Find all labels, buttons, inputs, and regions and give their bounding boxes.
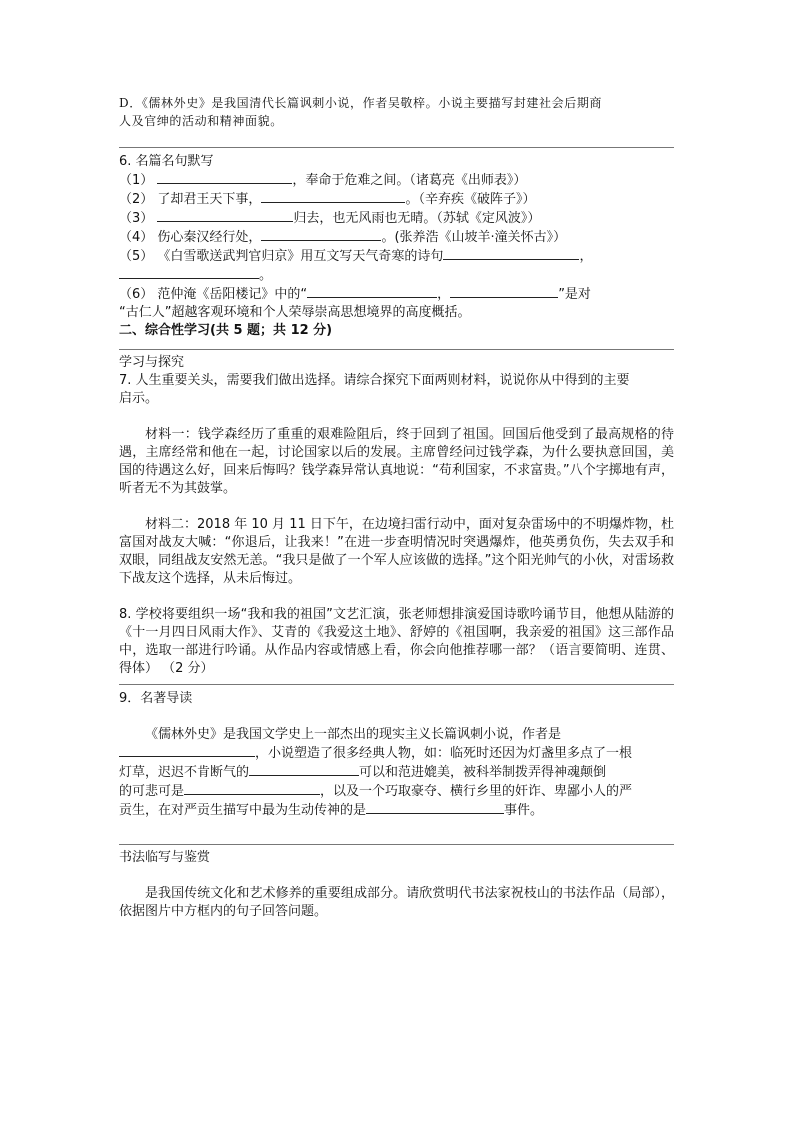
material-1: 材料一：钱学森经历了重重的艰难险阻后，终于回到了祖国。回国后他受到了最高规格的待遇，主席经常和他在一起，讨论国家以后的发展。主席曾经问过钱学森，为什么要执意回国，美国的待遇这么好，回来后悔吗？钱学森异常认真地说：“苟利国家，不求富贵。”八个字掷地有声，听者无不为其鼓掌。 bbox=[119, 427, 674, 496]
q6-item-after: ”是对 bbox=[558, 287, 591, 302]
q9-text: 贡生，在对严贡生描写中最为生动传神的是 bbox=[119, 803, 367, 818]
study-heading: 学习与探究 bbox=[119, 355, 185, 370]
q9-text: 事件。 bbox=[504, 803, 544, 818]
answer-blank[interactable] bbox=[119, 266, 259, 279]
q6-item-5-end: 。 bbox=[259, 268, 273, 283]
option-d-line1: D．《儒林外史》是我国清代长篇讽刺小说，作者吴敬梓。小说主要描写封建社会后期商 bbox=[119, 96, 603, 110]
q9-line2 bbox=[119, 744, 674, 763]
q6-item-before: 范仲淹《岳阳楼记》中的“ bbox=[157, 287, 308, 302]
q6-item-6 bbox=[119, 285, 674, 304]
answer-blank[interactable] bbox=[307, 285, 437, 298]
q9-text: ，小说塑造了很多经典人物，如：临死时还因为灯盏里多点了一根 bbox=[255, 746, 633, 761]
divider bbox=[119, 844, 674, 845]
q9-text: 《儒林外史》是我国文学史上一部杰出的现实主义长篇讽刺小说，作者是 bbox=[145, 727, 562, 742]
q6-item-after: ， bbox=[579, 249, 593, 264]
question-6-title: 6. 名篇名句默写 bbox=[119, 154, 214, 169]
answer-blank[interactable] bbox=[119, 744, 255, 757]
q9-line1 bbox=[119, 726, 674, 744]
q6-item-num: （5） bbox=[119, 249, 154, 264]
q6-item-num: （2） bbox=[119, 192, 154, 207]
q6-item-num: （1） bbox=[119, 173, 154, 188]
divider bbox=[119, 349, 674, 350]
q6-item-after: ，奉命于危难之间。（诸葛亮《出师表》） bbox=[292, 173, 527, 188]
q6-item-after: 。（辛弃疾《破阵子》） bbox=[405, 192, 536, 207]
answer-blank[interactable] bbox=[249, 763, 359, 776]
answer-blank[interactable] bbox=[157, 209, 293, 222]
answer-blank[interactable] bbox=[450, 285, 558, 298]
question-9-title: 9．名著导读 bbox=[119, 691, 193, 706]
answer-blank[interactable] bbox=[261, 190, 405, 203]
calligraphy-heading: 书法临写与鉴赏 bbox=[119, 850, 211, 865]
q9-line4 bbox=[119, 782, 674, 801]
document-page bbox=[119, 90, 674, 921]
question-9-body bbox=[119, 726, 674, 820]
answer-blank[interactable] bbox=[366, 801, 504, 814]
q6-item-2 bbox=[119, 190, 674, 209]
question-8: 8. 学校将要组织一场“我和我的祖国”文艺汇演，张老师想排演爱国诗歌吟诵节目，他想从陆游的《十一月四日风雨大作》、艾青的《我爱这土地》、舒婷的《祖国啊，我亲爱的祖国》这三部作品中，选取一部进行吟诵。从作品内容或情感上看，你会向他推荐哪一部？（语言要简明、连贯、得体） （2 分） bbox=[119, 607, 674, 676]
divider bbox=[119, 684, 674, 685]
q6-item-4 bbox=[119, 228, 674, 247]
q6-item-before: 伤心秦汉经行处， bbox=[157, 230, 262, 245]
answer-blank[interactable] bbox=[443, 247, 579, 260]
q6-item-1 bbox=[119, 171, 674, 190]
answer-blank[interactable] bbox=[184, 782, 320, 795]
q9-text: 的可悲可是 bbox=[119, 784, 185, 799]
q6-item-6-line2: “古仁人”超越客观环境和个人荣辱崇高思想境界的高度概括。 bbox=[119, 305, 471, 320]
divider bbox=[119, 147, 674, 148]
q6-item-num: （6） bbox=[119, 287, 154, 302]
material-2: 材料二：2018 年 10 月 11 日下午，在边境扫雷行动中，面对复杂雷场中的不明爆炸物，杜富国对战友大喊：“你退后，让我来！”在进一步查明情况时突遇爆炸，他英勇负伤，失去双手和双眼，同组战友安然无恙。“我只是做了一个军人应该做的选择。”这个阳光帅气的小伙，对雷场救下战友这个选择，从未后悔过。 bbox=[119, 517, 674, 586]
question-7-line1: 7. 人生重要关头，需要我们做出选择。请综合探究下面两则材料，说说你从中得到的主要 bbox=[119, 373, 630, 388]
q9-text: 可以和范进媲美，被科举制拨弄得神魂颠倒 bbox=[359, 765, 607, 780]
q6-item-5-cont bbox=[119, 266, 674, 285]
answer-blank[interactable] bbox=[157, 171, 292, 184]
answer-blank[interactable] bbox=[261, 228, 381, 241]
q9-line3 bbox=[119, 763, 674, 782]
q6-item-after: 归去，也无风雨也无晴。（苏轼《定风波》） bbox=[293, 211, 541, 226]
calligraphy-text: 是我国传统文化和艺术修养的重要组成部分。请欣赏明代书法家祝枝山的书法作品（局部），依据图片中方框内的句子回答问题。 bbox=[119, 886, 674, 919]
q9-text: 灯草，迟迟不肯断气的 bbox=[119, 765, 250, 780]
q6-item-num: （3） bbox=[119, 211, 154, 226]
q6-item-5 bbox=[119, 247, 674, 266]
section-2-title: 二、综合性学习(共 5 题；共 12 分) bbox=[119, 323, 333, 338]
q6-item-before: 了却君王天下事， bbox=[157, 192, 262, 207]
q9-text: ，以及一个巧取豪夺、横行乡里的奸诈、卑鄙小人的严 bbox=[320, 784, 633, 799]
q6-item-mid: ， bbox=[437, 287, 451, 302]
q6-item-before: 《白雪歌送武判官归京》用互文写天气奇寒的诗句 bbox=[157, 249, 444, 264]
q9-line5 bbox=[119, 801, 674, 820]
q6-item-after: 。(张养浩《山坡羊·潼关怀古》） bbox=[381, 230, 567, 245]
q6-item-3 bbox=[119, 209, 674, 228]
q6-item-num: （4） bbox=[119, 230, 154, 245]
question-7-line2: 启示。 bbox=[119, 391, 159, 406]
option-d-line2: 人及官绅的活动和精神面貌。 bbox=[119, 114, 283, 128]
